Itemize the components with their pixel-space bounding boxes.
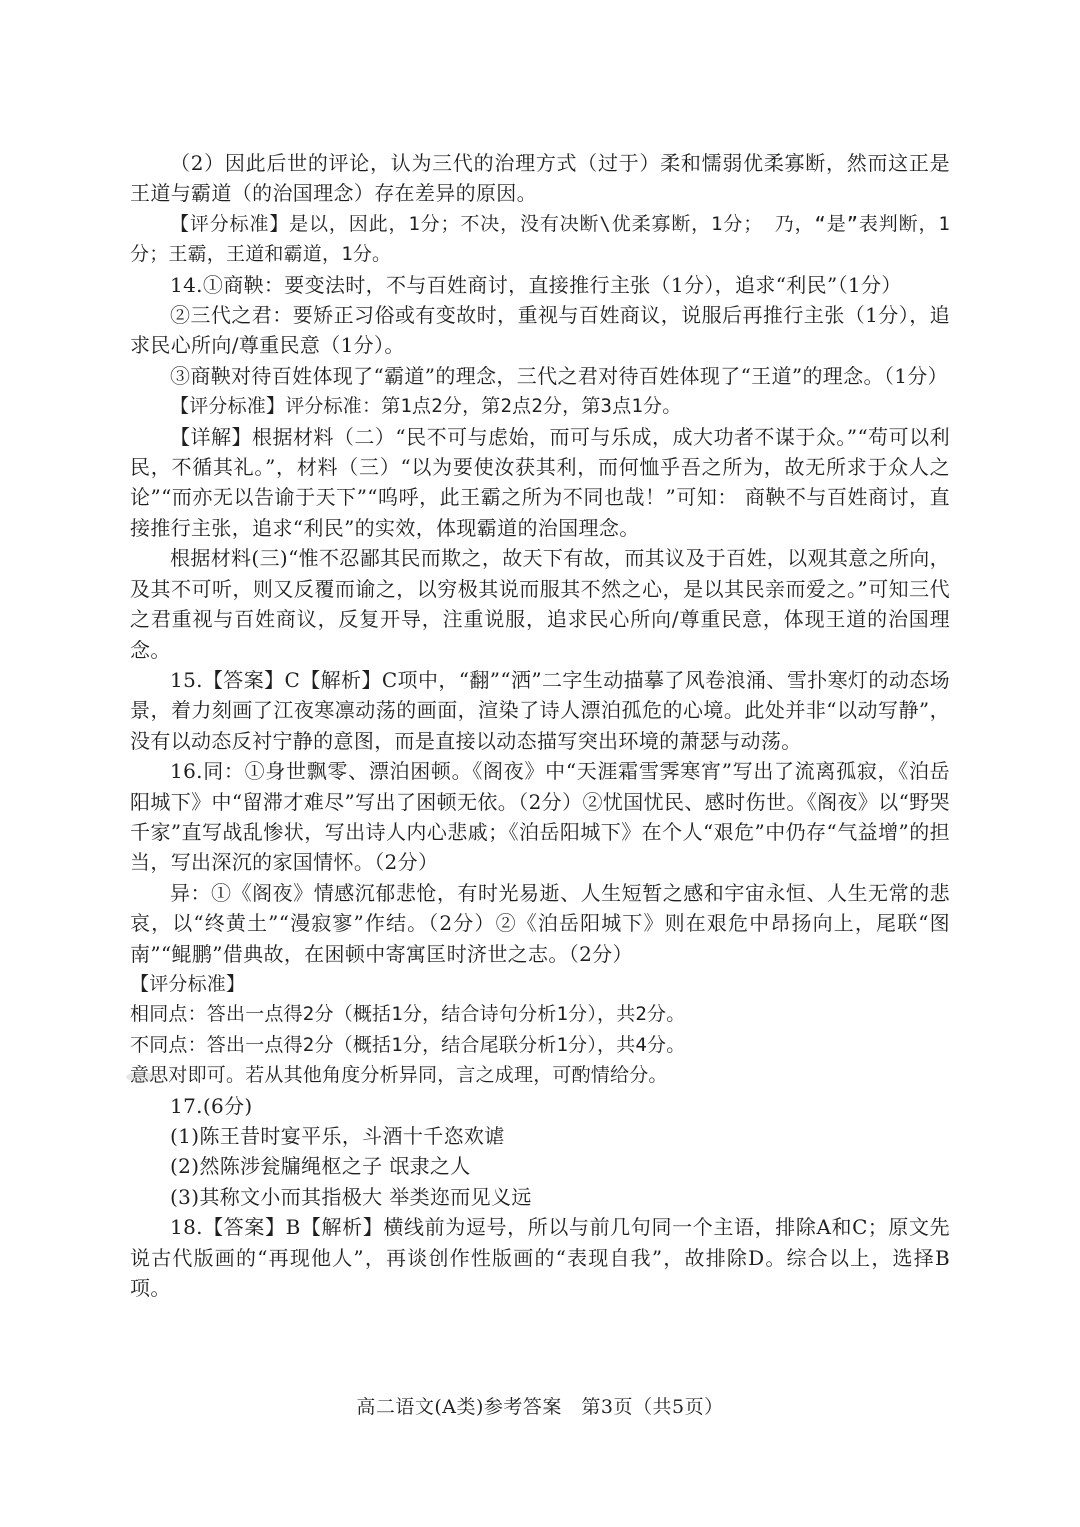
paragraph-17-answer-3: (3)其称文小而其指极大 举类迩而见义远 <box>170 1184 532 1209</box>
scan-smudge <box>126 1072 156 1082</box>
paragraph-16-criteria-different: 不同点：答出一点得2分（概括1分，结合尾联分析1分），共4分。 <box>130 1033 686 1056</box>
paragraph-16-criteria-heading: 【评分标准】 <box>130 972 246 995</box>
paragraph-17-answer-2: (2)然陈涉瓮牖绳枢之子 氓隶之人 <box>170 1154 471 1179</box>
paragraph-14-item-1: 14.①商鞅：要变法时，不与百姓商讨，直接推行主张（1分），追求“利民”（1分） <box>170 272 902 297</box>
paragraph-16-criteria-note: 意思对即可。若从其他角度分析异同，言之成理，可酌情给分。 <box>130 1064 668 1087</box>
paragraph-14-scoring-criteria: 【评分标准】评分标准：第1点2分，第2点2分，第3点1分。 <box>170 395 682 418</box>
paragraph-14-explanation-2: 根据材料(三)“惟不忍鄙其民而欺之，故天下有故，而其议及于百姓，以观其意之所向，及其不可听，则又反覆而谕之，以穷极其说而服其不然之心，是以其民亲而爱之。”可知三代之君重视与百姓商议，反复开导，注重说服，追求民心所向/尊重民意，体现王道的治国理念。 <box>130 546 950 662</box>
paragraph-18-answer: 18.【答案】B【解析】横线前为逗号，所以与前几句同一个主语，排除A和C；原文先说古代版画的“再现他人”，再谈创作性版画的“表现自我”，故排除D。综合以上，选择B项。 <box>130 1215 950 1301</box>
paragraph-16-similarities: 16.同：①身世飘零、漂泊困顿。《阁夜》中“天涯霜雪霁寒宵”写出了流离孤寂，《泊岳阳城下》中“留滞才难尽”写出了困顿无依。（2分）②忧国忧民、感时伤世。《阁夜》以“野哭千家”直写战乱惨状，写出诗人内心悲戚；《泊岳阳城下》在个人“艰危”中仍存“气益增”的担当，写出深沉的家国情怀。（2分） <box>130 759 950 875</box>
paragraph-13-scoring-criteria: 【评分标准】是以，因此，1分；不决，没有决断\优柔寡断，1分； 乃，“是”表判断，1分；王霸，王道和霸道，1分。 <box>130 212 950 266</box>
paragraph-15-answer: 15.【答案】C【解析】C项中，“翻”“洒”二字生动描摹了风卷浪涌、雪扑寒灯的动态场景，着力刻画了江夜寒凛动荡的画面，渲染了诗人漂泊孤危的心境。此处并非“以动写静”，没有以动态反衬宁静的意图，而是直接以动态描写突出环境的萧瑟与动荡。 <box>130 667 950 753</box>
paragraph-13-2-translation: （2）因此后世的评论，认为三代的治理方式（过于）柔和懦弱优柔寡断，然而这正是王道与霸道（的治国理念）存在差异的原因。 <box>130 151 950 206</box>
paragraph-14-explanation-1: 【详解】根据材料（二）“民不可与虑始，而可与乐成，成大功者不谋于众。”“苟可以利民，不循其礼。”，材料（三）“以为要使汝获其利，而何恤乎吾之所为，故无所求于众人之论”“而亦无以告谕于天下”“呜呼，此王霸之所为不同也哉！”可知： 商鞅不与百姓商讨，直接推行主张，追求“利民”的实效，体现霸道的治国理念。 <box>130 424 950 540</box>
paragraph-16-differences: 异：①《阁夜》情感沉郁悲怆，有时光易逝、人生短暂之感和宇宙永恒、人生无常的悲哀，以“终黄土”“漫寂寥”作结。（2分）②《泊岳阳城下》则在艰危中昂扬向上，尾联“图南”“鲲鹏”借典故，在困顿中寄寓匡时济世之志。（2分） <box>130 880 950 966</box>
paragraph-14-item-2: ②三代之君：要矫正习俗或有变故时，重视与百姓商议，说服后再推行主张（1分），追求民心所向/尊重民意（1分）。 <box>130 303 950 358</box>
paragraph-16-criteria-similar: 相同点：答出一点得2分（概括1分，结合诗句分析1分），共2分。 <box>130 1003 686 1026</box>
paragraph-17-heading: 17.(6分) <box>170 1093 253 1118</box>
paragraph-17-answer-1: (1)陈王昔时宴平乐，斗酒十千恣欢谑 <box>170 1124 505 1148</box>
answer-content <box>130 148 950 1303</box>
page-footer: 高二语文(A类)参考答案 第3页（共5页） <box>356 1396 724 1418</box>
paragraph-14-item-3: ③商鞅对待百姓体现了“霸道”的理念，三代之君对待百姓体现了“王道”的理念。（1分） <box>170 363 948 388</box>
